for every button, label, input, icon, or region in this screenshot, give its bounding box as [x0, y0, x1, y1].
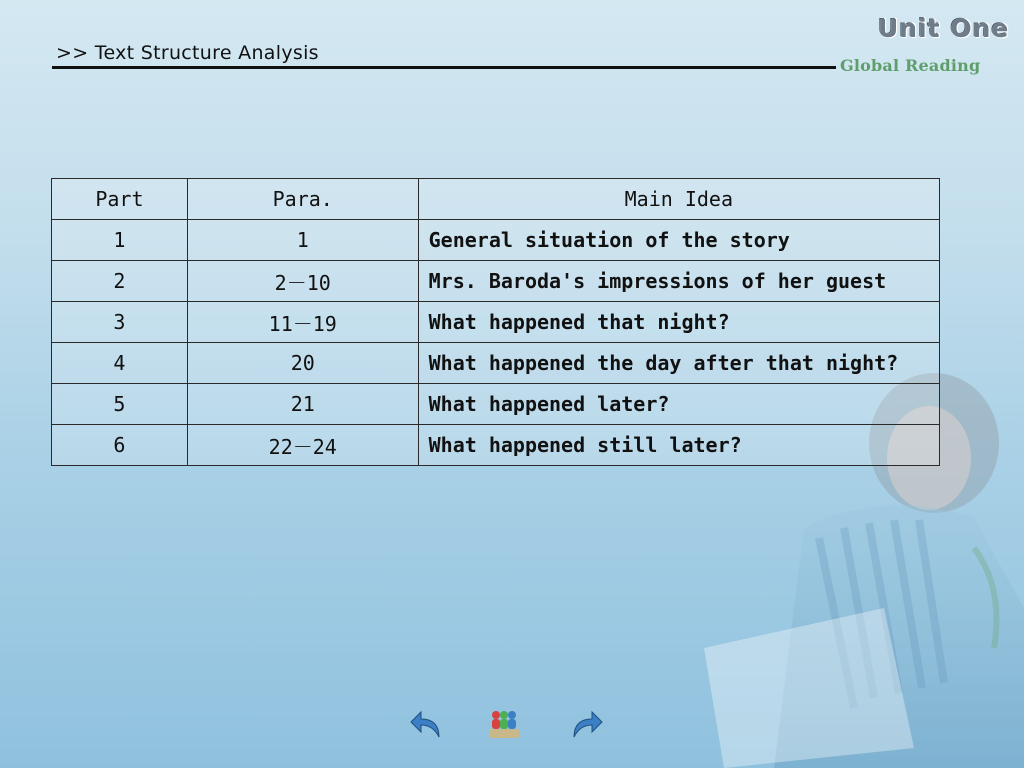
menu-button[interactable] [484, 704, 524, 744]
main-idea-cell: What happened still later? [418, 425, 939, 466]
part-cell: 5 [52, 384, 188, 425]
main-idea-cell: General situation of the story [418, 220, 939, 261]
column-header-part: Part [52, 179, 188, 220]
part-cell: 1 [52, 220, 188, 261]
forward-arrow-icon [570, 707, 604, 741]
column-header-para: Para. [187, 179, 418, 220]
table-row [52, 261, 940, 302]
main-idea-cell: Mrs. Baroda's impressions of her guest [418, 261, 939, 302]
para-cell: 22－24 [187, 425, 418, 466]
table-row [52, 302, 940, 343]
main-idea-cell: What happened later? [418, 384, 939, 425]
para-cell: 2－10 [187, 261, 418, 302]
table-row [52, 220, 940, 261]
page-title: >> Text Structure Analysis [56, 42, 319, 64]
text-structure-table [51, 178, 940, 466]
part-cell: 3 [52, 302, 188, 343]
unit-logo: Unit One [878, 14, 1010, 43]
para-cell: 21 [187, 384, 418, 425]
main-idea-cell: What happened the day after that night? [418, 343, 939, 384]
column-header-main-idea: Main Idea [418, 179, 939, 220]
table-row [52, 384, 940, 425]
table-row [52, 425, 940, 466]
title-underline [52, 66, 836, 69]
table-row [52, 343, 940, 384]
people-menu-icon [487, 707, 521, 741]
para-cell: 20 [187, 343, 418, 384]
para-cell: 11－19 [187, 302, 418, 343]
forward-button[interactable] [567, 704, 607, 744]
part-cell: 4 [52, 343, 188, 384]
section-label: Global Reading [840, 56, 981, 75]
part-cell: 2 [52, 261, 188, 302]
part-cell: 6 [52, 425, 188, 466]
back-button[interactable] [406, 704, 446, 744]
table-header-row [52, 179, 940, 220]
para-cell: 1 [187, 220, 418, 261]
back-arrow-icon [409, 707, 443, 741]
main-idea-cell: What happened that night? [418, 302, 939, 343]
